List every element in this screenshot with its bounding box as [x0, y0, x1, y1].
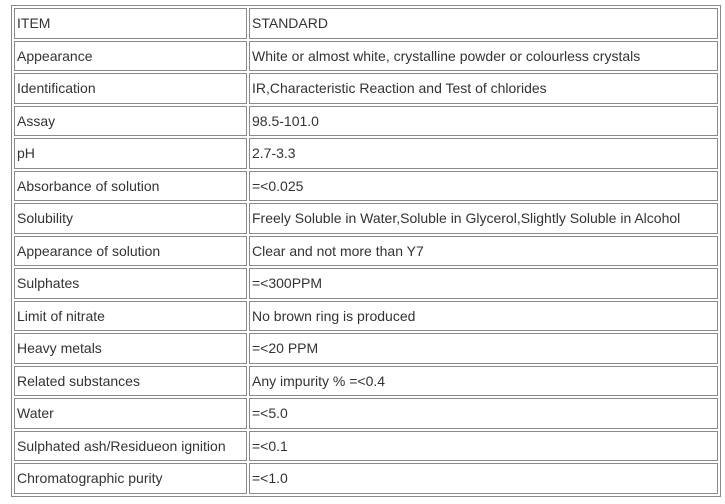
standard-cell: =<5.0	[249, 398, 718, 429]
item-cell: Chromatographic purity	[14, 463, 247, 494]
table-row	[14, 138, 718, 169]
table-row	[14, 333, 718, 364]
table-row	[14, 41, 718, 72]
standard-cell: =<0.1	[249, 431, 718, 462]
standard-cell: White or almost white, crystalline powder or colourless crystals	[249, 41, 718, 72]
standard-cell: IR,Characteristic Reaction and Test of chlorides	[249, 73, 718, 104]
item-cell: Appearance	[14, 41, 247, 72]
standard-cell: 98.5-101.0	[249, 106, 718, 137]
table-row	[14, 203, 718, 234]
item-cell: Appearance of solution	[14, 236, 247, 267]
item-cell: Limit of nitrate	[14, 301, 247, 332]
specification-table	[11, 5, 721, 497]
table-row	[14, 366, 718, 397]
item-cell: Identification	[14, 73, 247, 104]
standard-cell: Clear and not more than Y7	[249, 236, 718, 267]
table-header-row	[14, 8, 718, 39]
table-row	[14, 73, 718, 104]
item-cell: Related substances	[14, 366, 247, 397]
standard-cell: =<1.0	[249, 463, 718, 494]
item-cell: Sulphated ash/Residueon ignition	[14, 431, 247, 462]
standard-cell: 2.7-3.3	[249, 138, 718, 169]
standard-cell: =<0.025	[249, 171, 718, 202]
table-row	[14, 268, 718, 299]
item-cell: Assay	[14, 106, 247, 137]
item-cell: Absorbance of solution	[14, 171, 247, 202]
item-cell: pH	[14, 138, 247, 169]
table-row	[14, 171, 718, 202]
table-row	[14, 236, 718, 267]
table-row	[14, 301, 718, 332]
table-row	[14, 463, 718, 494]
standard-cell: No brown ring is produced	[249, 301, 718, 332]
item-cell: Solubility	[14, 203, 247, 234]
item-column-header: ITEM	[14, 8, 247, 39]
standard-cell: Any impurity % =<0.4	[249, 366, 718, 397]
table-row	[14, 431, 718, 462]
item-cell: Heavy metals	[14, 333, 247, 364]
table-row	[14, 398, 718, 429]
item-cell: Water	[14, 398, 247, 429]
standard-cell: Freely Soluble in Water,Soluble in Glycerol,Slightly Soluble in Alcohol	[249, 203, 718, 234]
standard-cell: =<300PPM	[249, 268, 718, 299]
table-row	[14, 106, 718, 137]
standard-column-header: STANDARD	[249, 8, 718, 39]
item-cell: Sulphates	[14, 268, 247, 299]
standard-cell: =<20 PPM	[249, 333, 718, 364]
